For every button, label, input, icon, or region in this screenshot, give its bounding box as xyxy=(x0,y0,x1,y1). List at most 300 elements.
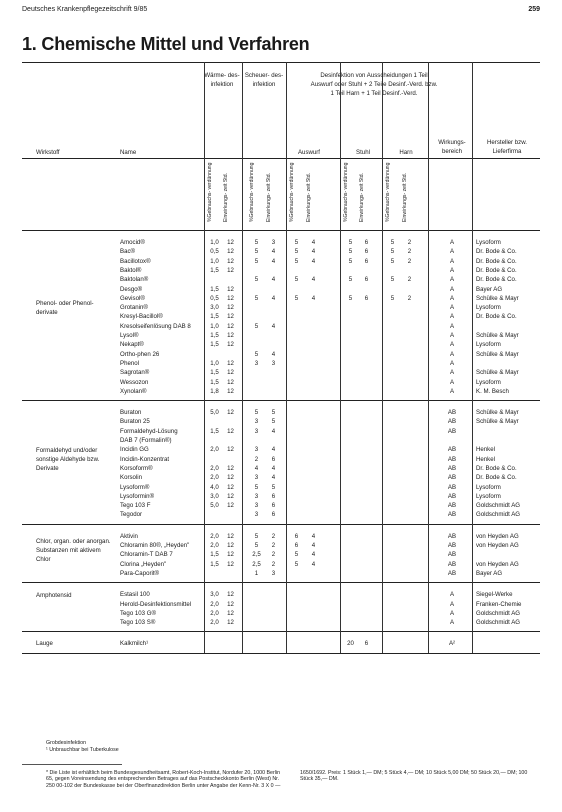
table-cell: 12 xyxy=(227,542,234,549)
table-cell: 1,5 xyxy=(210,551,219,559)
wirkungsbereich-cell: AB xyxy=(447,502,457,510)
table-cell: 12 xyxy=(227,551,234,559)
table-cell: 5 xyxy=(271,409,276,417)
table-cell: 1,5 xyxy=(210,332,219,339)
table-cell: 6 xyxy=(271,492,276,500)
table-cell: 6 xyxy=(271,455,276,463)
wirkungsbereich-cell: A xyxy=(449,591,455,599)
table-cell: 6 xyxy=(364,239,369,246)
table-cell: 12 xyxy=(227,332,234,339)
wirkungsbereich-cell: A xyxy=(449,378,455,386)
row-name: Tego 103 G® xyxy=(120,609,156,617)
wirkungsbereich-cell: A xyxy=(449,341,455,349)
group-label: Chlor, organ. oder anorgan. Substanzen mit aktivem Chlor xyxy=(36,537,111,564)
table-cell: 3,0 xyxy=(210,304,219,312)
table-cell: 2 xyxy=(407,276,412,284)
header-wirkstoff: Wirkstoff xyxy=(36,149,60,156)
hersteller-cell: Henkel xyxy=(476,446,495,454)
wirkungsbereich-cell: AB xyxy=(447,474,457,482)
table-cell: 0,5 xyxy=(210,248,219,256)
table-cell: 3 xyxy=(254,492,259,500)
wirkungsbereich-cell: A xyxy=(449,350,455,358)
hersteller-cell: Schülke & Mayr xyxy=(476,409,519,417)
row-name: Sagrotan® xyxy=(120,369,150,377)
wirkungsbereich-cell: A xyxy=(449,609,455,617)
hersteller-cell: Dr. Bode & Co. xyxy=(476,474,517,482)
hersteller-cell: Schülke & Mayr xyxy=(476,369,519,377)
table-cell: 6 xyxy=(294,532,299,540)
hersteller-cell: Dr. Bode & Co. xyxy=(476,257,517,265)
subheader-label: %Gebrauchs- verdünnung xyxy=(343,162,349,222)
column-rule xyxy=(286,62,287,158)
table-cell: 2,0 xyxy=(210,600,219,608)
table-cell: 12 xyxy=(227,483,234,491)
table-cell: 12 xyxy=(227,369,234,377)
table-cell: 2,0 xyxy=(210,542,219,549)
running-head-text: Deutsches Krankenpflegezeitschrift 9/85 xyxy=(22,6,148,13)
wirkungsbereich-cell: AB xyxy=(447,483,457,491)
row-name: Wessozon xyxy=(120,378,149,386)
wirkungsbereich-cell: A xyxy=(449,332,455,339)
row-name: Grotanin® xyxy=(120,304,148,312)
table-cell: 12 xyxy=(227,387,234,395)
row-name: Baktol® xyxy=(120,266,142,274)
table-cell: 3 xyxy=(271,359,276,367)
table-cell: 1,5 xyxy=(210,313,219,321)
table-cell: 5 xyxy=(254,483,259,491)
row-name: Tego 103 S® xyxy=(120,619,156,627)
row-name: Gevisol® xyxy=(120,294,145,302)
hersteller-cell: Lysoform xyxy=(476,239,501,246)
table-cell: 5 xyxy=(294,257,299,265)
table-cell: 12 xyxy=(227,532,234,540)
wirkungsbereich-cell: A xyxy=(449,285,455,293)
table-cell: 5 xyxy=(390,248,395,256)
column-rule xyxy=(340,230,341,653)
row-name: Korsolin xyxy=(120,474,143,482)
table-cell: 3 xyxy=(254,474,259,482)
table-cell: 5 xyxy=(294,560,299,568)
table-cell: 12 xyxy=(227,313,234,321)
column-rule xyxy=(428,230,429,653)
row-name: Aktivin xyxy=(120,532,138,540)
table-cell: 5 xyxy=(254,248,259,256)
table-cell: 5,0 xyxy=(210,502,219,510)
hersteller-cell: Lysoform xyxy=(476,378,501,386)
wirkungsbereich-cell: A xyxy=(449,619,455,627)
row-name: Xynolan® xyxy=(120,387,147,395)
table-cell: 2 xyxy=(271,551,276,559)
table-cell: 12 xyxy=(227,248,234,256)
table-cell: 4 xyxy=(271,294,276,302)
table-cell: 5 xyxy=(294,276,299,284)
table-cell: 12 xyxy=(227,474,234,482)
row-name: Phenol xyxy=(120,359,139,367)
column-rule xyxy=(204,230,205,653)
wirkungsbereich-cell: A xyxy=(449,600,455,608)
hersteller-cell: Dr. Bode & Co. xyxy=(476,313,517,321)
hersteller-cell: Dr. Bode & Co. xyxy=(476,464,517,472)
hersteller-cell: Goldschmidt AG xyxy=(476,502,521,510)
row-name: Herold-Desinfektionsmittel xyxy=(120,600,192,608)
wirkungsbereich-cell: A xyxy=(449,257,455,265)
group-label: Amphotensid xyxy=(36,591,72,599)
row-name: Nekapt® xyxy=(120,341,144,349)
table-cell: 4 xyxy=(271,427,276,435)
wirkungsbereich-cell: A xyxy=(449,387,455,395)
table-cell: 5 xyxy=(348,248,353,256)
row-name: Incidin-Konzentrat xyxy=(120,455,170,463)
table-rule xyxy=(22,230,540,231)
table-cell: 4 xyxy=(311,276,316,284)
column-rule xyxy=(382,230,383,653)
hersteller-cell: Goldschmidt AG xyxy=(476,511,521,519)
row-name: Desgo® xyxy=(120,285,143,293)
table-cell: 2,5 xyxy=(252,560,261,568)
running-head xyxy=(22,6,540,13)
hersteller-cell: Schülke & Mayr xyxy=(476,418,519,426)
table-rule xyxy=(22,158,540,159)
table-cell: 2,5 xyxy=(252,551,261,559)
subheader-label: %Gebrauchs- verdünnung xyxy=(385,162,391,222)
table-cell: 12 xyxy=(227,341,234,349)
table-cell: 2,0 xyxy=(210,446,219,454)
table-rule xyxy=(22,631,540,632)
wirkungsbereich-cell: A xyxy=(449,276,455,284)
hersteller-cell: Dr. Bode & Co. xyxy=(476,276,517,284)
table-cell: 2,0 xyxy=(210,464,219,472)
table-cell: 1,5 xyxy=(210,369,219,377)
footnote-rule xyxy=(22,764,122,765)
legend-grob: Grobdesinfektion xyxy=(46,740,87,746)
table-cell: 5 xyxy=(294,551,299,559)
table-cell: 12 xyxy=(227,502,234,510)
row-name: Lysoformin® xyxy=(120,492,155,500)
table-cell: 2 xyxy=(407,257,412,265)
table-cell: 4 xyxy=(311,239,316,246)
table-cell: 5 xyxy=(348,239,353,246)
table-cell: 3 xyxy=(254,418,259,426)
table-cell: 6 xyxy=(364,276,369,284)
row-name: Buraton xyxy=(120,409,142,417)
row-name: Tegodor xyxy=(120,511,143,519)
wirkungsbereich-cell: AB xyxy=(447,464,457,472)
row-name: Tego 103 F xyxy=(120,502,151,510)
hersteller-cell: Lysoform xyxy=(476,492,501,500)
row-name: Bac® xyxy=(120,248,135,256)
header-name: Name xyxy=(120,149,137,156)
table-cell: 12 xyxy=(227,492,234,500)
table-cell: 3 xyxy=(254,502,259,510)
table-cell: 1,8 xyxy=(210,387,219,395)
row-name: Para-Caporit® xyxy=(120,569,160,577)
hersteller-cell: Siegel-Werke xyxy=(476,591,513,599)
table-cell: 4 xyxy=(311,542,316,549)
wirkungsbereich-cell: AB xyxy=(447,492,457,500)
table-cell: 4 xyxy=(311,248,316,256)
table-cell: 2 xyxy=(271,560,276,568)
table-cell: 6 xyxy=(271,502,276,510)
row-name: Kalkmilch¹ xyxy=(120,640,149,648)
row-name: Amocid® xyxy=(120,239,145,246)
hersteller-cell: Schülke & Mayr xyxy=(476,332,519,339)
table-cell: 5 xyxy=(254,257,259,265)
column-rule xyxy=(472,62,473,230)
table-cell: 4 xyxy=(271,248,276,256)
column-rule xyxy=(472,230,473,653)
page-title: 1. Chemische Mittel und Verfahren xyxy=(22,34,310,54)
table-cell: 5 xyxy=(294,239,299,246)
table-cell: 4 xyxy=(311,532,316,540)
subheader-label: %Gebrauchs- verdünnung xyxy=(249,162,255,222)
wirkungsbereich-cell: AB xyxy=(447,418,457,426)
table-cell: 12 xyxy=(227,446,234,454)
table-cell: 2,0 xyxy=(210,619,219,627)
subheader-label: Einwirkungs- zeit Std. xyxy=(306,173,312,222)
table-cell: 2 xyxy=(271,532,276,540)
table-cell: 5 xyxy=(254,239,259,246)
subheader-label: Einwirkungs- zeit Std. xyxy=(266,173,272,222)
hersteller-cell: Schülke & Mayr xyxy=(476,294,519,302)
hersteller-cell: von Heyden AG xyxy=(476,532,519,540)
table-cell: 2,0 xyxy=(210,532,219,540)
table-cell: 3 xyxy=(254,359,259,367)
hersteller-cell: von Heyden AG xyxy=(476,542,519,549)
table-cell: 6 xyxy=(364,257,369,265)
row-name: Estasil 100 xyxy=(120,591,150,599)
table-cell: 3,0 xyxy=(210,492,219,500)
header-desinfektion: Desinfektion von Ausscheidungen 1 Teil Auswurf oder Stuhl + 2 Teile Desinf.-Verd. bzw. 1 Teil Harn + 1 Teil Desinf.-Verd. xyxy=(310,72,438,98)
wirkungsbereich-cell: A xyxy=(449,304,455,312)
subheader-label: Einwirkungs- zeit Std. xyxy=(359,173,365,222)
table-cell: 6 xyxy=(364,248,369,256)
table-cell: 1,5 xyxy=(210,427,219,435)
table-cell: 5 xyxy=(348,257,353,265)
wirkungsbereich-cell: A xyxy=(449,322,455,330)
wirkungsbereich-cell: AB xyxy=(447,551,457,559)
column-rule xyxy=(242,62,243,230)
row-name: Formaldehyd-Lösung xyxy=(120,427,178,435)
table-cell: 5 xyxy=(254,542,259,549)
table-cell: 4,0 xyxy=(210,483,219,491)
table-cell: 1,5 xyxy=(210,266,219,274)
table-cell: 4 xyxy=(311,294,316,302)
table-cell: 4 xyxy=(311,551,316,559)
row-name: DAB 7 (Formalin®) xyxy=(120,437,172,444)
wirkungsbereich-cell: A xyxy=(449,359,455,367)
table-cell: 3 xyxy=(254,446,259,454)
row-name: Chloramin 80®, „Heyden" xyxy=(120,542,190,549)
table-rule xyxy=(22,582,540,583)
hersteller-cell: Goldschmidt AG xyxy=(476,619,521,627)
table-cell: 2 xyxy=(407,248,412,256)
table-cell: 4 xyxy=(271,350,276,358)
table-cell: 12 xyxy=(227,304,234,312)
table-cell: 2 xyxy=(271,542,276,549)
column-rule xyxy=(286,230,287,653)
table-cell: 5 xyxy=(254,322,259,330)
table-cell: 5 xyxy=(254,409,259,417)
column-rule xyxy=(242,230,243,653)
table-cell: 3 xyxy=(254,511,259,519)
wirkungsbereich-cell: A xyxy=(449,248,455,256)
table-cell: 12 xyxy=(227,427,234,435)
column-rule xyxy=(340,62,341,230)
table-cell: 5 xyxy=(254,276,259,284)
table-cell: 5 xyxy=(294,294,299,302)
hersteller-cell: Lysoform xyxy=(476,341,501,349)
hersteller-cell: Dr. Bode & Co. xyxy=(476,248,517,256)
table-cell: 6 xyxy=(271,511,276,519)
table-cell: 12 xyxy=(227,464,234,472)
table-cell: 12 xyxy=(227,322,234,330)
hersteller-cell: K. M. Besch xyxy=(476,387,509,395)
table-cell: 5 xyxy=(390,276,395,284)
table-cell: 1,5 xyxy=(210,285,219,293)
group-label: Lauge xyxy=(36,640,53,648)
header-waerme: Wärme- des- infektion xyxy=(204,72,240,89)
table-cell: 6 xyxy=(364,294,369,302)
row-name: Chloramin-T DAB 7 xyxy=(120,551,173,559)
table-cell: 5,0 xyxy=(210,409,219,417)
table-cell: 5 xyxy=(254,294,259,302)
table-cell: 4 xyxy=(311,560,316,568)
header-harn: Harn xyxy=(399,149,413,156)
row-name: Korsoform® xyxy=(120,464,153,472)
wirkungsbereich-cell: AB xyxy=(447,542,457,549)
column-rule xyxy=(428,62,429,230)
wirkungsbereich-cell: AB xyxy=(447,532,457,540)
row-name: Bacillotox® xyxy=(120,257,151,265)
table-cell: 12 xyxy=(227,560,234,568)
table-cell: 4 xyxy=(271,322,276,330)
table-cell: 12 xyxy=(227,266,234,274)
table-cell: 2 xyxy=(254,455,259,463)
table-cell: 5 xyxy=(271,418,276,426)
row-name: Buraton 25 xyxy=(120,418,150,426)
table-cell: 5 xyxy=(271,483,276,491)
wirkungsbereich-cell: AB xyxy=(447,446,457,454)
legend-tbc: ¹ Unbrauchbar bei Tuberkulose xyxy=(46,747,119,753)
wirkungsbereich-cell: AB xyxy=(447,569,457,577)
hersteller-cell: von Heyden AG xyxy=(476,560,519,568)
table-cell: 12 xyxy=(227,378,234,386)
table-cell: 12 xyxy=(227,285,234,293)
table-rule xyxy=(22,400,540,401)
table-cell: 3 xyxy=(271,569,276,577)
table-cell: 2,0 xyxy=(210,609,219,617)
table-cell: 1,5 xyxy=(210,560,219,568)
table-cell: 4 xyxy=(271,446,276,454)
row-name: Baktolan® xyxy=(120,276,149,284)
wirkungsbereich-cell: AB xyxy=(447,427,457,435)
table-cell: 1,0 xyxy=(210,322,219,330)
hersteller-cell: Henkel xyxy=(476,455,495,463)
table-cell: 2 xyxy=(407,294,412,302)
table-cell: 5 xyxy=(390,294,395,302)
table-cell: 1 xyxy=(254,569,259,577)
table-cell: 3 xyxy=(254,427,259,435)
wirkungsbereich-cell: AB xyxy=(447,455,457,463)
table-cell: 12 xyxy=(227,619,234,627)
hersteller-cell: Goldschmidt AG xyxy=(476,609,521,617)
column-rule xyxy=(204,62,205,230)
group-label: Phenol- oder Phenol- derivate xyxy=(36,300,94,317)
wirkungsbereich-cell: A xyxy=(449,313,455,321)
table-cell: 12 xyxy=(227,591,234,599)
wirkungsbereich-cell: AB xyxy=(447,409,457,417)
disinfectant-table xyxy=(22,62,540,738)
table-cell: 0,5 xyxy=(210,294,219,302)
table-cell: 1,0 xyxy=(210,359,219,367)
subheader-label: Einwirkungs- zeit Std. xyxy=(402,173,408,222)
table-cell: 4 xyxy=(271,257,276,265)
table-cell: 5 xyxy=(254,350,259,358)
table-cell: 4 xyxy=(254,464,259,472)
table-cell: 1,5 xyxy=(210,378,219,386)
wirkungsbereich-cell: A xyxy=(449,239,455,246)
group-label: Formaldehyd und/oder sonstige Aldehyde bzw. Derivate xyxy=(36,446,100,473)
table-cell: 4 xyxy=(271,276,276,284)
table-cell: 1,0 xyxy=(210,257,219,265)
footnote: * Die Liste ist erhältlich beim Bundesgesundheitsamt, Robert-Koch-Institut, Nordufer 20, 1000 Berlin 65, gegen Voreinsendung des entsprechenden Betrages auf das Postscheckkonto Berlin (West) Nr. 250 00-102 der Bundeskasse bei der Oberfinanzdirektion Berlin unter Angabe der Kenn-Nr. 3 X 0 — 1650/1692. Preis: 1 Stück 1,— DM; 5 Stück 4,— DM; 10 Stück 5,00 DM; 50 Stück 20,— DM; 100 Stück 35,— DM. xyxy=(46,770,528,789)
table-cell: 6 xyxy=(364,640,369,648)
hersteller-cell: Lysoform xyxy=(476,483,501,491)
header-auswurf: Auswurf xyxy=(297,149,320,156)
row-name: Lysol® xyxy=(120,332,139,339)
table-cell: 12 xyxy=(227,257,234,265)
table-cell: 20 xyxy=(347,640,354,648)
table-cell: 12 xyxy=(227,609,234,617)
table-cell: 3,0 xyxy=(210,591,219,599)
row-name: Kresolseifenlösung DAB 8 xyxy=(120,322,191,330)
table-rule xyxy=(22,653,540,654)
header-stuhl: Stuhl xyxy=(356,149,370,156)
hersteller-cell: Lysoform xyxy=(476,304,501,312)
row-name: Ortho-phen 26 xyxy=(120,350,160,358)
table-cell: 3 xyxy=(271,239,276,246)
wirkungsbereich-cell: A xyxy=(449,294,455,302)
hersteller-cell: Dr. Bode & Co. xyxy=(476,266,517,274)
row-name: Incidin GG xyxy=(120,446,149,454)
header-scheuer: Scheuer- des- infektion xyxy=(244,72,284,89)
table-cell: 2 xyxy=(407,239,412,246)
table-cell: 1,0 xyxy=(210,239,219,246)
subheader-label: %Gebrauchs- verdünnung xyxy=(289,162,295,222)
row-name: Lysoform® xyxy=(120,483,150,491)
header-hersteller: Hersteller bzw. Lieferfirma xyxy=(487,139,527,156)
table-cell: 4 xyxy=(311,257,316,265)
table-cell: 5 xyxy=(390,239,395,246)
table-cell: 2,0 xyxy=(210,474,219,482)
hersteller-cell: Bayer AG xyxy=(476,569,503,577)
wirkungsbereich-cell: A xyxy=(449,369,455,377)
table-rule xyxy=(22,524,540,525)
subheader-label: %Gebrauchs- verdünnung xyxy=(207,162,213,222)
table-cell: 6 xyxy=(294,542,299,549)
table-cell: 5 xyxy=(294,248,299,256)
header-wirkungsbereich: Wirkungs- bereich xyxy=(438,139,466,156)
row-name: Kresyl-Bacillol® xyxy=(120,313,163,321)
hersteller-cell: Schülke & Mayr xyxy=(476,350,519,358)
subheader-label: Einwirkungs- zeit Std. xyxy=(223,173,229,222)
table-cell: 12 xyxy=(227,239,234,246)
wirkungsbereich-cell: AB xyxy=(447,511,457,519)
page-number: 259 xyxy=(528,6,540,13)
table-cell: 4 xyxy=(271,474,276,482)
column-rule xyxy=(382,62,383,230)
table-cell: 12 xyxy=(227,294,234,302)
